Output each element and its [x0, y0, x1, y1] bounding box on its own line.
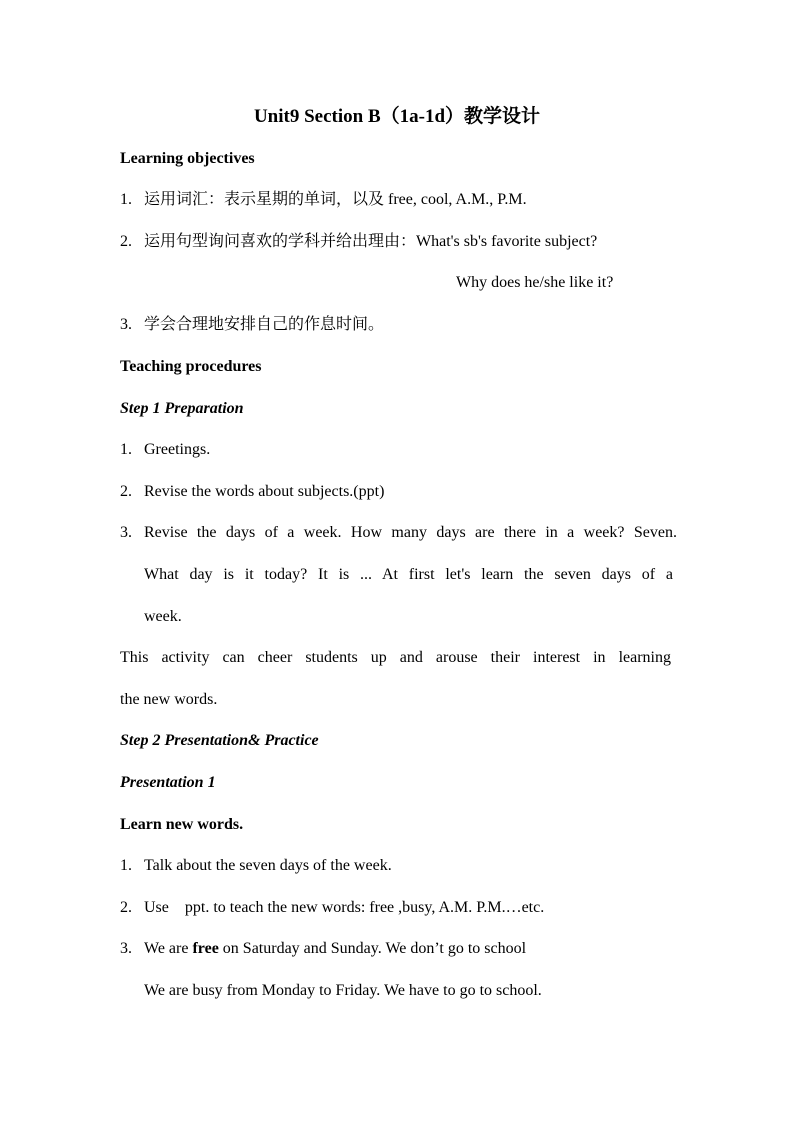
document-title: Unit9 Section B（1a-1d）教学设计: [253, 106, 541, 127]
presentation-1-heading: Presentation 1: [120, 774, 216, 791]
objectives-heading: Learning objectives: [120, 150, 255, 167]
item-text: [144, 939, 526, 959]
item-text: What day is it today? It is ... At first let's learn the seven days of a: [144, 566, 673, 583]
item-text: Revise the words about subjects.(ppt): [144, 483, 385, 500]
item-text: 学会合理地安排自己的作息时间。: [144, 316, 385, 333]
item-number: 1.: [120, 191, 132, 208]
item-number: 3.: [120, 940, 132, 957]
item-number: 1.: [120, 441, 132, 458]
activity-note-line2: the new words.: [120, 691, 218, 708]
item-number: 3.: [120, 316, 132, 333]
learn-new-words-heading: Learn new words.: [120, 816, 244, 833]
item-number: 2.: [120, 483, 132, 500]
item-number: 1.: [120, 857, 132, 874]
objective-item-2-continuation: Why does he/she like it?: [456, 274, 614, 291]
step2-item-3-line2: We are busy from Monday to Friday. We have to go to school.: [144, 982, 542, 999]
procedures-heading: Teaching procedures: [120, 358, 262, 375]
emphasis-free: free: [192, 940, 219, 957]
item-text: 运用词汇：表示星期的单词，以及 free, cool, A.M., P.M.: [144, 191, 527, 208]
item-text: Greetings.: [144, 441, 211, 458]
paragraph-text: This activity can cheer students up and arouse their interest in learning: [120, 649, 671, 666]
step2-heading: Step 2 Presentation& Practice: [120, 732, 319, 749]
text-pre: We are: [144, 940, 193, 957]
item-text: Revise the days of a week. How many days are there in a week? Seven.: [144, 524, 677, 541]
item-text: 运用句型询问喜欢的学科并给出理由：What's sb's favorite subject?: [144, 233, 598, 250]
item-number: 2.: [120, 899, 132, 916]
item-number: 3.: [120, 524, 132, 541]
text-post: on Saturday and Sunday. We don’t go to school: [218, 940, 527, 957]
step1-heading: Step 1 Preparation: [120, 400, 244, 417]
item-text: Use ppt. to teach the new words: free ,busy, A.M. P.M.…etc.: [144, 899, 545, 916]
item-number: 2.: [120, 233, 132, 250]
item-text: Talk about the seven days of the week.: [144, 857, 392, 874]
step1-item-3-line3: week.: [144, 608, 182, 625]
